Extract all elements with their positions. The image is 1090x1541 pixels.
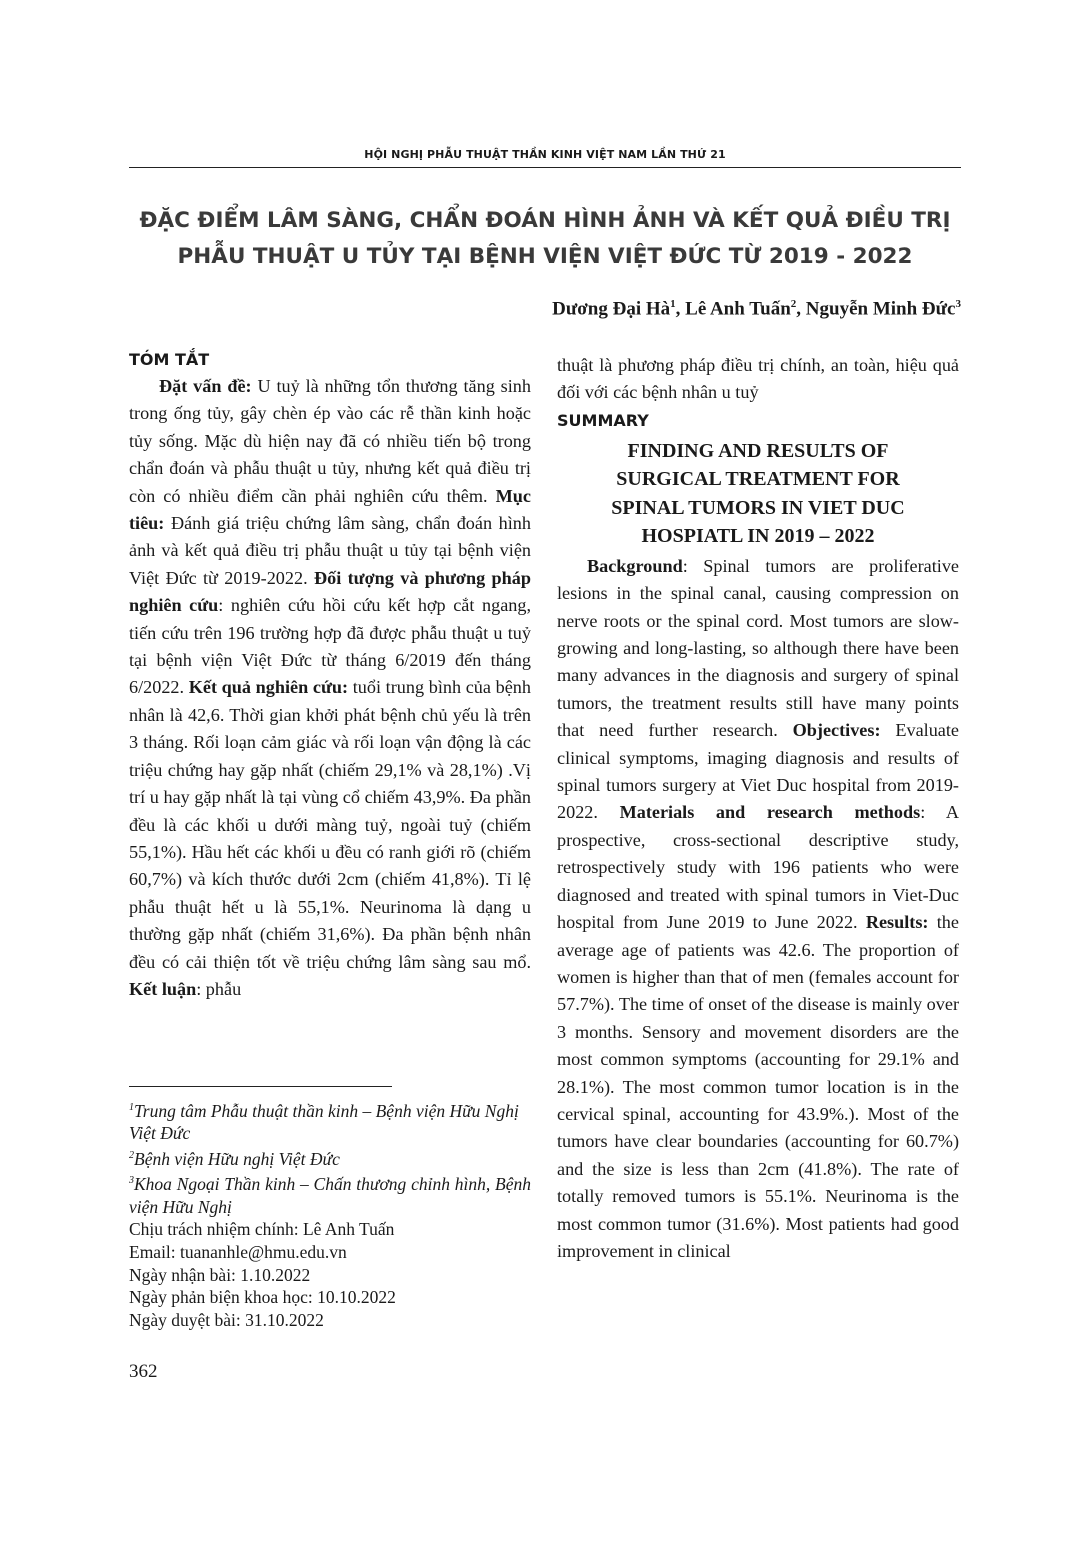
muc-tieu-label: Mục tiêu: — [129, 485, 531, 534]
header-rule — [129, 167, 961, 168]
affiliation-1 — [129, 1097, 531, 1145]
results-text: the average age of patients was 42.6. The proportion of women is higher than that of men (females account for 57.7%). The time of onset of the disease is mainly over 3 months. Sensory and movement disorders are the most common symptoms (accounting for 29.1% and 28.1%). The most common tumor location is in the cervical spinal, accounting for 43.9%.). Most of the tumors have clear boundaries (accounting for 60.7%) and the size is less than 2cm (41.8%). The rate of totally removed tumors is 55.1%. Neurinoma is the most common tumor (31.6%). Most patients had good improvement in clinical — [557, 912, 959, 1261]
date-accepted: Ngày duyệt bài: 31.10.2022 — [129, 1309, 324, 1330]
summary-heading: SUMMARY — [557, 410, 649, 430]
affiliation-mark: 2 — [129, 1150, 134, 1162]
vn-abstract-paragraph — [129, 373, 531, 1003]
english-title-line: SURGICAL TREATMENT FOR — [616, 468, 900, 491]
muc-tieu-text: Đánh giá triệu chứng lâm sàng, chẩn đoán hình ảnh và kết quả điều trị phẫu thuật u tủy tại bệnh viện Việt Đức từ 2019-2022. — [129, 513, 531, 588]
author-affiliation-mark: 2 — [790, 298, 797, 310]
tom-tat-heading: TÓM TẮT — [129, 350, 210, 369]
running-head: HỘI NGHỊ PHẪU THUẬT THẦN KINH VIỆT NAM LẦN THỨ 21 — [364, 148, 726, 161]
author-name: Nguyễn Minh Đức — [805, 298, 956, 320]
affiliation-2 — [129, 1145, 531, 1170]
author-separator: , — [796, 298, 806, 320]
author-list — [552, 298, 961, 320]
title-line: PHẪU THUẬT U TỦY TẠI BỆNH VIỆN VIỆT ĐỨC TỪ 2019 - 2022 — [177, 244, 913, 269]
affiliation-text: Trung tâm Phẫu thuật thần kinh – Bệnh viện Hữu Nghị Việt Đức — [129, 1100, 519, 1144]
objectives-label: Objectives: — [792, 720, 881, 741]
author-name: Lê Anh Tuấn — [685, 298, 791, 320]
doi-tuong-label: Đối tượng và phương pháp nghiên cứu — [129, 567, 531, 616]
doi-tuong-text: : nghiên cứu hồi cứu kết hợp cắt ngang, tiến cứu trên 196 trường hợp đã được phẫu thuật u tuỷ tại bệnh viện Việt Đức từ tháng 6/2019 đến tháng 6/2022. — [129, 595, 532, 698]
objectives-text: Evaluate clinical symptoms, imaging diagnosis and results of spinal tumors surgery at Viet Duc hospital from 2019-2022. — [557, 720, 959, 823]
affiliation-mark: 3 — [129, 1175, 134, 1187]
article-title — [129, 203, 961, 275]
ket-qua-label: Kết quả nghiên cứu: — [188, 677, 349, 698]
english-title-line: SPINAL TUMORS IN VIET DUC — [611, 496, 905, 519]
page-number: 362 — [129, 1361, 158, 1382]
dat-van-de-text: U tuỷ là những tổn thương tăng sinh trong ống tủy, gây chèn ép vào các rễ thần kinh hoặc tủy sống. Mặc dù hiện nay đã có nhiều tiến bộ trong chẩn đoán và phẫu thuật u tủy, nhưng kết quả điều trị còn có nhiều điểm cần phải nghiên cứu thêm. — [129, 376, 531, 506]
affiliation-mark: 1 — [129, 1102, 134, 1113]
date-received: Ngày nhận bài: 1.10.2022 — [129, 1264, 311, 1285]
author-name: Dương Đại Hà — [552, 298, 671, 320]
email: Email: tuananhle@hmu.edu.vn — [129, 1242, 347, 1263]
ket-qua-text: tuổi trung bình của bệnh nhân là 42,6. Thời gian khởi phát bệnh chủ yếu là trên 3 tháng. Rối loạn cảm giác và rối loạn vận động là các triệu chứng hay gặp nhất (chiếm 29,1% và 28,1%) .Vị trí u hay gặp nhất là tại vùng cổ chiếm 43,9%. Đa phần đều là các khối u dưới màng tuỷ, ngoài tuỷ (chiếm 55,1%). Hầu hết các khối u đều có ranh giới rõ (chiếm 60,7%) và kích thước dưới 2cm (chiếm 41,8%). Tỉ lệ phẫu thuật hết u là 55,1%. Neurinoma là dạng u thường gặp nhất (chiếm 31,6%). Đa phần bệnh nhân đều có cải thiện tốt về triệu chứng lâm sàng sau mổ. — [129, 677, 531, 972]
english-title — [557, 437, 959, 551]
title-line: ĐẶC ĐIỂM LÂM SÀNG, CHẨN ĐOÁN HÌNH ẢNH VÀ KẾT QUẢ ĐIỀU TRỊ — [139, 208, 951, 233]
vn-abstract-continuation: thuật là phương pháp điều trị chính, an toàn, hiệu quả đối với các bệnh nhân u tuỷ — [557, 355, 959, 403]
english-title-line: HOSPIATL IN 2019 – 2022 — [641, 525, 875, 548]
ket-luan-label: Kết luận — [129, 978, 197, 999]
author-affiliation-mark: 1 — [670, 298, 676, 310]
affiliation-3 — [129, 1170, 531, 1218]
methods-text: : A prospective, cross-sectional descriptive study, retrospectively study with 196 patients who were diagnosed and treated with spinal tumors in Viet-Duc hospital from June 2019 to June 2022. — [557, 802, 959, 933]
author-separator: , — [675, 298, 686, 320]
affiliation-text: Khoa Ngoại Thần kinh – Chấn thương chỉnh hình, Bệnh viện Hữu Nghị — [129, 1174, 531, 1217]
ket-luan-text: : phẫu — [196, 978, 242, 999]
background-text: : Spinal tumors are proliferative lesions in the spinal canal, causing compression on nerve roots or the spinal cord. Most tumors are slow-growing and long-lasting, so although there have been many advances in the diagnosis and surgery of spinal tumors, the treatment results still have many points that need further research. — [557, 555, 959, 741]
dat-van-de-label: Đặt vấn đề: — [159, 376, 252, 396]
author-affiliation-mark: 3 — [955, 298, 961, 310]
footnotes — [129, 1097, 531, 1331]
corresponding-author: Chịu trách nhiệm chính: Lê Anh Tuấn — [129, 1219, 395, 1240]
footnote-rule — [129, 1086, 392, 1087]
results-label: Results: — [865, 912, 929, 933]
affiliation-text: Bệnh viện Hữu nghị Việt Đức — [134, 1148, 340, 1169]
english-title-line: FINDING AND RESULTS OF — [627, 439, 889, 462]
en-abstract-paragraph — [557, 553, 959, 1266]
background-label: Background — [587, 555, 683, 576]
left-column — [129, 373, 531, 1003]
date-reviewed: Ngày phản biện khoa học: 10.10.2022 — [129, 1287, 396, 1308]
right-column — [557, 352, 959, 1265]
methods-label: Materials and research methods — [619, 802, 921, 823]
